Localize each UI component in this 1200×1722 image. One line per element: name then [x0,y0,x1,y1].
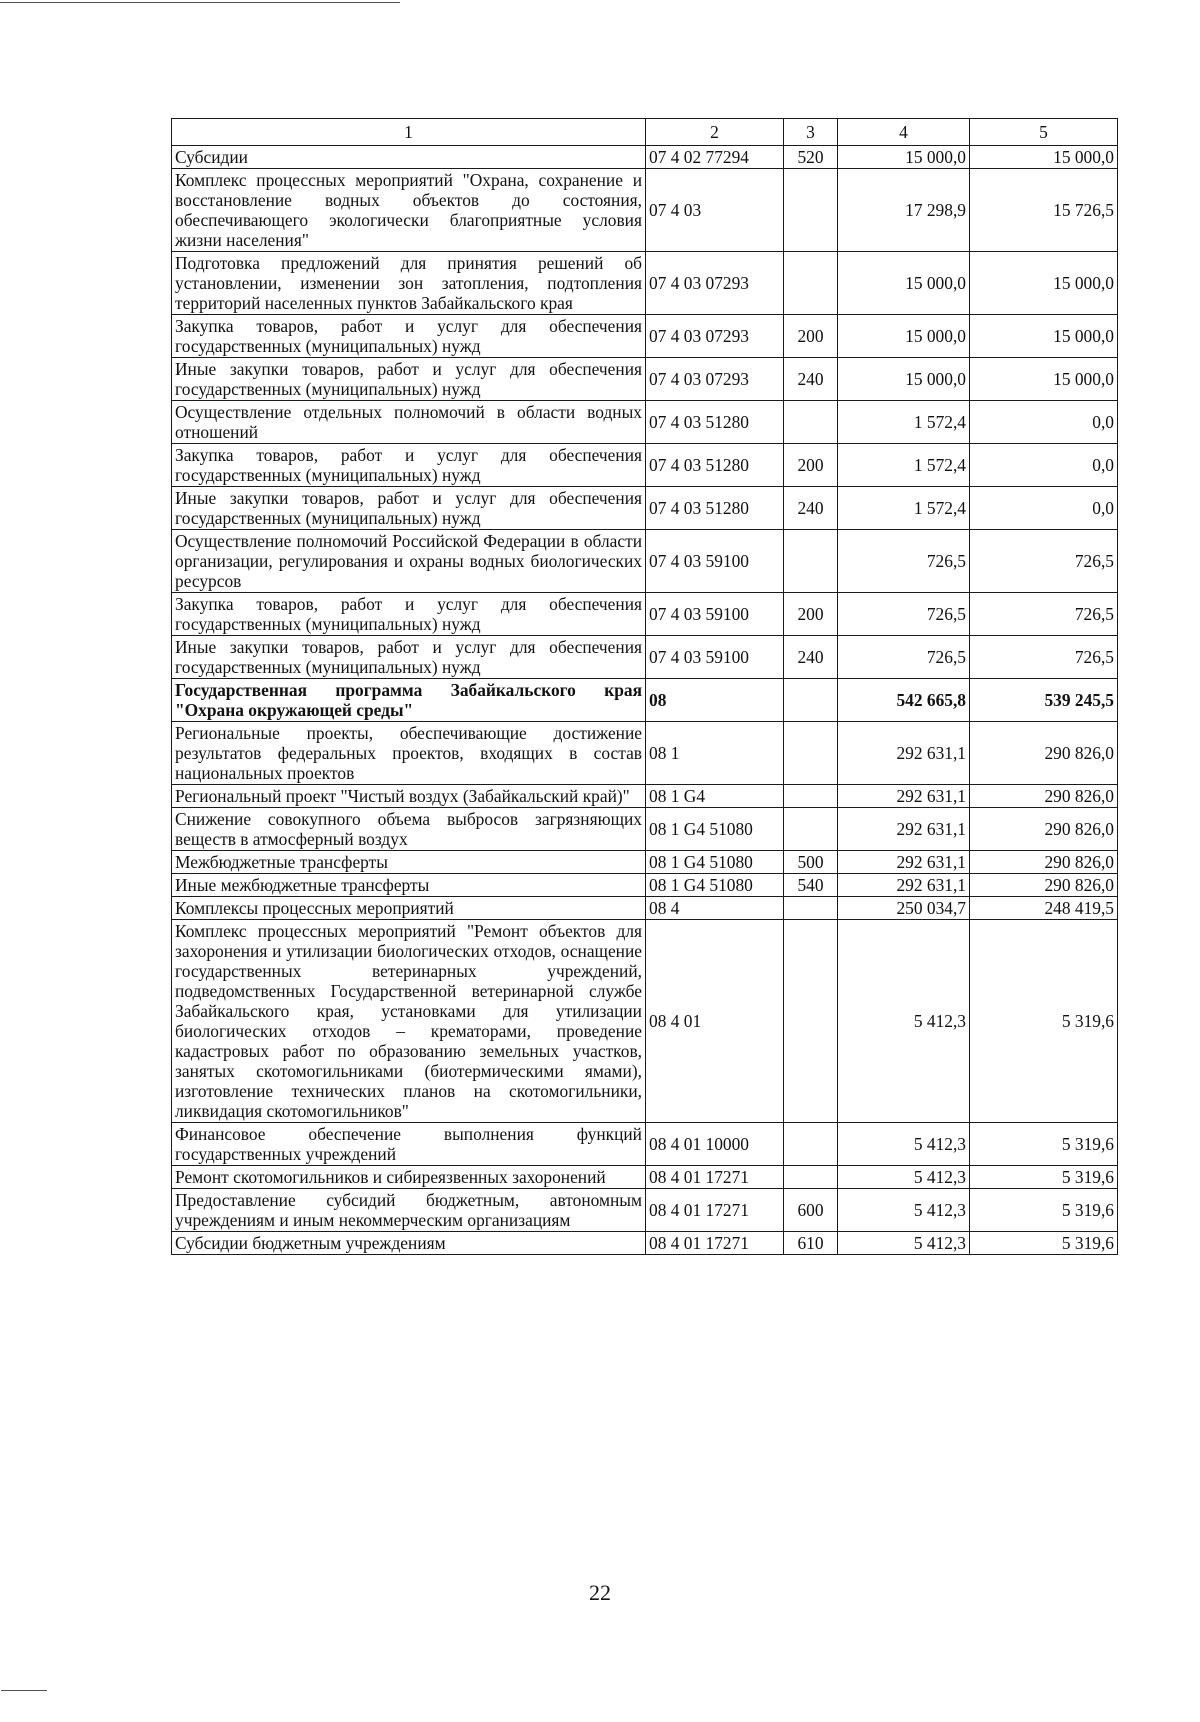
row-code-cell: 08 4 01 17271 [646,1189,784,1232]
row-value-4-cell: 542 665,8 [838,679,970,722]
row-value-4-cell: 15 000,0 [838,358,970,401]
row-code-cell: 08 4 01 17271 [646,1166,784,1189]
row-type-cell [784,785,838,808]
row-type-cell [784,722,838,785]
row-value-5-cell: 539 245,5 [970,679,1118,722]
row-type-cell: 240 [784,636,838,679]
table-row [172,679,1118,722]
budget-table-body [172,119,1118,1255]
row-name-cell: Предоставление субсидий бюджетным, автономным учреждениям и иным некоммерческим организациям [172,1189,646,1232]
row-type-cell [784,679,838,722]
row-value-4-cell: 292 631,1 [838,874,970,897]
row-value-5-cell: 0,0 [970,444,1118,487]
row-code-cell: 08 4 01 [646,920,784,1123]
row-value-4-cell: 1 572,4 [838,401,970,444]
table-row [172,874,1118,897]
row-value-5-cell: 15 000,0 [970,358,1118,401]
table-row [172,920,1118,1123]
row-code-cell: 08 1 G4 51080 [646,808,784,851]
row-value-4-cell: 15 000,0 [838,252,970,315]
row-code-cell: 07 4 03 07293 [646,358,784,401]
row-value-4-cell: 5 412,3 [838,1232,970,1255]
table-row [172,785,1118,808]
row-type-cell: 520 [784,146,838,169]
row-value-4-cell: 292 631,1 [838,785,970,808]
row-type-cell: 200 [784,444,838,487]
row-value-4-cell: 726,5 [838,593,970,636]
table-row [172,530,1118,593]
row-code-cell: 08 4 01 17271 [646,1232,784,1255]
row-value-4-cell: 5 412,3 [838,1123,970,1166]
row-value-5-cell: 290 826,0 [970,722,1118,785]
table-row [172,146,1118,169]
row-code-cell: 07 4 03 51280 [646,487,784,530]
row-type-cell [784,1166,838,1189]
row-value-4-cell: 292 631,1 [838,808,970,851]
row-value-4-cell: 5 412,3 [838,920,970,1123]
row-name-cell: Ремонт скотомогильников и сибиреязвенных захоронений [172,1166,646,1189]
table-row [172,1123,1118,1166]
row-code-cell: 08 4 01 10000 [646,1123,784,1166]
row-value-5-cell: 5 319,6 [970,1189,1118,1232]
row-value-4-cell: 15 000,0 [838,315,970,358]
table-row [172,401,1118,444]
row-code-cell: 07 4 03 59100 [646,593,784,636]
row-value-5-cell: 726,5 [970,593,1118,636]
row-value-4-cell: 292 631,1 [838,851,970,874]
row-name-cell: Осуществление отдельных полномочий в области водных отношений [172,401,646,444]
row-value-4-cell: 250 034,7 [838,897,970,920]
row-type-cell [784,169,838,252]
row-type-cell: 500 [784,851,838,874]
table-row [172,1189,1118,1232]
row-type-cell [784,1123,838,1166]
row-code-cell: 07 4 03 59100 [646,530,784,593]
row-name-cell: Закупка товаров, работ и услуг для обеспечения государственных (муниципальных) нужд [172,593,646,636]
row-type-cell: 600 [784,1189,838,1232]
table-row [172,636,1118,679]
table-row [172,315,1118,358]
table-row [172,252,1118,315]
table-row [172,444,1118,487]
row-name-cell: Иные межбюджетные трансферты [172,874,646,897]
row-type-cell [784,401,838,444]
row-code-cell: 08 1 G4 [646,785,784,808]
row-type-cell: 610 [784,1232,838,1255]
row-name-cell: Снижение совокупного объема выбросов загрязняющих веществ в атмосферный воздух [172,808,646,851]
row-name-cell: Комплекс процессных мероприятий "Охрана, сохранение и восстановление водных объектов до состояния, обеспечивающего экологически благоприятные условия жизни населения" [172,169,646,252]
row-value-4-cell: 726,5 [838,636,970,679]
row-code-cell: 07 4 03 07293 [646,252,784,315]
row-name-cell: Государственная программа Забайкальского края "Охрана окружающей среды" [172,679,646,722]
row-type-cell [784,897,838,920]
row-code-cell: 07 4 02 77294 [646,146,784,169]
row-code-cell: 08 1 G4 51080 [646,874,784,897]
row-code-cell: 08 4 [646,897,784,920]
table-row [172,808,1118,851]
row-value-4-cell: 5 412,3 [838,1166,970,1189]
table-row [172,897,1118,920]
row-value-5-cell: 15 000,0 [970,146,1118,169]
row-name-cell: Межбюджетные трансферты [172,851,646,874]
row-code-cell: 08 1 G4 51080 [646,851,784,874]
row-value-5-cell: 5 319,6 [970,1166,1118,1189]
table-row [172,1166,1118,1189]
row-value-5-cell: 290 826,0 [970,808,1118,851]
table-header-row [172,119,1118,146]
page-number: 22 [589,1580,611,1605]
row-name-cell: Региональный проект "Чистый воздух (Забайкальский край)" [172,785,646,808]
row-name-cell: Региональные проекты, обеспечивающие достижение результатов федеральных проектов, входящих в состав национальных проектов [172,722,646,785]
row-type-cell [784,920,838,1123]
row-type-cell: 200 [784,593,838,636]
row-value-5-cell: 15 000,0 [970,315,1118,358]
header-col-1: 1 [172,119,646,146]
row-type-cell: 540 [784,874,838,897]
row-value-5-cell: 15 000,0 [970,252,1118,315]
row-value-5-cell: 5 319,6 [970,920,1118,1123]
header-col-5: 5 [970,119,1118,146]
header-col-4: 4 [838,119,970,146]
row-value-5-cell: 290 826,0 [970,874,1118,897]
table-row [172,722,1118,785]
row-name-cell: Иные закупки товаров, работ и услуг для обеспечения государственных (муниципальных) нужд [172,636,646,679]
row-name-cell: Комплексы процессных мероприятий [172,897,646,920]
row-value-5-cell: 290 826,0 [970,851,1118,874]
row-value-5-cell: 0,0 [970,487,1118,530]
row-value-4-cell: 726,5 [838,530,970,593]
row-name-cell: Подготовка предложений для принятия решений об установлении, изменении зон затопления, подтопления территорий населенных пунктов Забайкальского края [172,252,646,315]
row-type-cell: 240 [784,487,838,530]
table-row [172,169,1118,252]
row-type-cell: 200 [784,315,838,358]
table-row [172,1232,1118,1255]
row-code-cell: 07 4 03 51280 [646,401,784,444]
row-value-5-cell: 248 419,5 [970,897,1118,920]
scan-edge-line-bottom [1,1690,47,1691]
row-name-cell: Закупка товаров, работ и услуг для обеспечения государственных (муниципальных) нужд [172,315,646,358]
row-value-4-cell: 17 298,9 [838,169,970,252]
row-value-4-cell: 292 631,1 [838,722,970,785]
row-value-4-cell: 5 412,3 [838,1189,970,1232]
row-value-4-cell: 1 572,4 [838,487,970,530]
row-name-cell: Финансовое обеспечение выполнения функций государственных учреждений [172,1123,646,1166]
row-code-cell: 08 [646,679,784,722]
table-row [172,593,1118,636]
row-value-5-cell: 5 319,6 [970,1123,1118,1166]
row-name-cell: Субсидии [172,146,646,169]
row-code-cell: 08 1 [646,722,784,785]
table-row [172,851,1118,874]
row-value-4-cell: 15 000,0 [838,146,970,169]
row-name-cell: Закупка товаров, работ и услуг для обеспечения государственных (муниципальных) нужд [172,444,646,487]
row-type-cell: 240 [784,358,838,401]
row-value-5-cell: 0,0 [970,401,1118,444]
row-value-5-cell: 726,5 [970,530,1118,593]
table-row [172,487,1118,530]
row-name-cell: Иные закупки товаров, работ и услуг для обеспечения государственных (муниципальных) нужд [172,487,646,530]
row-name-cell: Субсидии бюджетным учреждениям [172,1232,646,1255]
row-name-cell: Осуществление полномочий Российской Федерации в области организации, регулирования и охраны водных биологических ресурсов [172,530,646,593]
header-col-3: 3 [784,119,838,146]
budget-table [171,118,1118,1255]
row-code-cell: 07 4 03 59100 [646,636,784,679]
row-value-5-cell: 5 319,6 [970,1232,1118,1255]
row-value-5-cell: 290 826,0 [970,785,1118,808]
row-type-cell [784,808,838,851]
header-col-2: 2 [646,119,784,146]
row-type-cell [784,252,838,315]
row-value-4-cell: 1 572,4 [838,444,970,487]
row-value-5-cell: 15 726,5 [970,169,1118,252]
row-name-cell: Комплекс процессных мероприятий "Ремонт объектов для захоронения и утилизации биологических отходов, оснащение государственных ветеринарных учреждений, подведомственных Государственной ветеринарной службе Забайкальского края, установками для утилизации биологических отходов – крематорами, проведение кадастровых работ по образованию земельных участков, занятых скотомогильниками (биотермическими ямами), изготовление технических планов на скотомогильники, ликвидация скотомогильников" [172,920,646,1123]
row-value-5-cell: 726,5 [970,636,1118,679]
scan-edge-line-top [0,2,400,3]
table-row [172,358,1118,401]
row-type-cell [784,530,838,593]
row-code-cell: 07 4 03 [646,169,784,252]
row-name-cell: Иные закупки товаров, работ и услуг для обеспечения государственных (муниципальных) нужд [172,358,646,401]
row-code-cell: 07 4 03 51280 [646,444,784,487]
row-code-cell: 07 4 03 07293 [646,315,784,358]
